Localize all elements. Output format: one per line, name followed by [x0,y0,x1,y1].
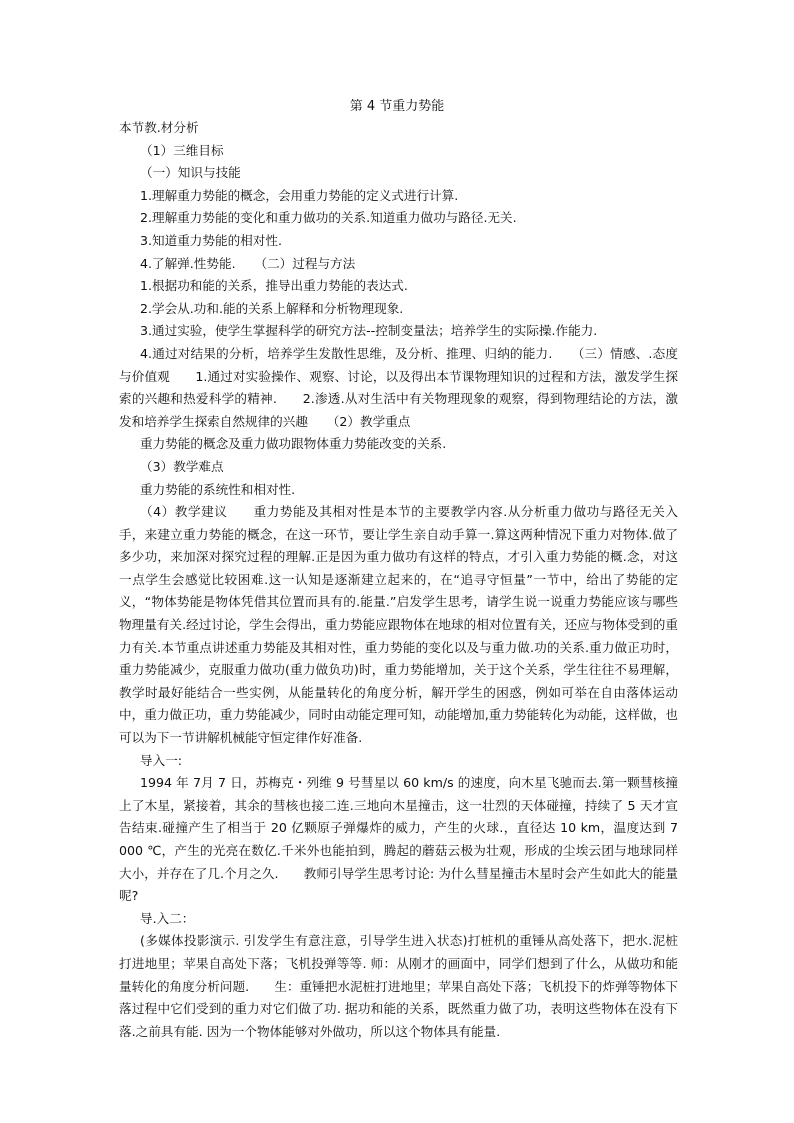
paragraph: （4）教学建议 重力势能及其相对性是本节的主要教学内容.从分析重力做功与路径无关入手，来建立重力势能的概念，在这一环节，要让学生亲自动手算一.算这两种情况下重力对物体.做了多少功，来加深对探究过程的理解.正是因为重力做功有这样的特点，才引入重力势能的概.念，对这一点学生会感觉比较困难.这一认知是逐渐建立起来的，在“追寻守恒量”一节中，给出了势能的定义，“物体势能是物体凭借其位置而具有的.能量.”启发学生思考，请学生说一说重力势能应该与哪些物理量有关.经过讨论，学生会得出，重力势能应跟物体在地球的相对位置有关，还应与物体受到的重力有关.本节重点讲述重力势能及其相对性，重力势能的变化以及与重力做.功的关系.重力做正功时，重力势能减少，克服重力做功(重力做负功)时，重力势能增加，关于这个关系，学生往往不易理解，教学时最好能结合一些实例，从能量转化的角度分析，解开学生的困惑，例如可举在自由落体运动中，重力做正功，重力势能减少，同时由动能定理可知，动能增加,重力势能转化为动能，这样做，也可以为下一节讲解机械能守恒定律作好准备. [119,504,678,746]
paragraph: 2.学会从.功和.能的关系上解释和分析物理现象. [140,300,404,316]
paragraph: 导入一: [140,752,183,768]
paragraph: 本节教.材分析 [119,120,199,135]
paragraph: 1.理解重力势能的概念，会用重力势能的定义式进行计算. [140,187,459,203]
paragraph: 重力势能的概念及重力做功跟物体重力势能改变的关系. [140,436,447,452]
paragraph: 1.根据功和能的关系，推导出重力势能的表达式. [140,278,408,294]
paragraph: 3.通过实验，使学生掌握科学的研究方法--控制变量法；培养学生的实际操.作能力. [140,323,598,339]
paragraph: 4.通过对结果的分析，培养学生发散性思维，及分析、推理、归纳的能力. （三）情感、.态度与价值观 1.通过对实验操作、观察、讨论，以及得出本节课物理知识的过程和方法，激发学生探索的兴趣和热爱科学的精神. 2.渗透.从对生活中有关物理现象的观察，得到物理结论的方法，激发和培养学生探索自然规律的兴趣 （2）教学重点 [119,345,678,429]
paragraph: （1）三维目标 [140,142,224,158]
paragraph: （一）知识与技能 [140,165,241,181]
paragraph: 4.了解弹.性势能. （二）过程与方法 [140,255,356,271]
paragraph: (多媒体投影演示. 引发学生有意注意，引导学生进入状态)打桩机的重锤从高处落下，把水.泥桩打进地里；苹果自高处下落；飞机投弹等等. 师：从刚才的画面中，同学们想到了什么，从做功和能量转化的角度分析问题. 生：重锤把水泥桩打进地里；苹果自高处下落；飞机投下的炸弹等物体下落过程中它们受到的重力对它们做了功. 据功和能的关系，既然重力做了功，表明这些物体在没有下落.之前具有能. 因为一个物体能够对外做功，所以这个物体具有能量. [119,933,678,1039]
paragraph: （3）教学难点 [140,458,224,474]
paragraph: 3.知道重力势能的相对性. [140,232,282,248]
document-body [119,117,678,1043]
paragraph: 重力势能的系统性和相对性. [140,481,296,497]
paragraph: 1994 年 7月 7 日，苏梅克・列维 9 号彗星以 60 km/s 的速度，向木星飞驰而去.第一颗彗核撞上了木星，紧接着，其余的彗核也接二连.三地向木星撞击，这一壮烈的天体碰撞，持续了 5 天才宣告结束.碰撞产生了相当于 20 亿颗原子弹爆炸的威力，产生的火球.，直径达 10 km，温度达到 7 000 ℃，产生的光亮在数亿.千米外也能拍到，腾起的蘑菇云极为壮观，形成的尘埃云团与地球同样大小，并存在了几.个月之久. 教师引导学生思考讨论: 为什么彗星撞击木星时会产生如此大的能量呢? [119,775,678,904]
paragraph: 2.理解重力势能的变化和重力做功的关系.知道重力做功与路径.无关. [140,210,517,226]
document-title: 第 4 节重力势能 [349,99,445,114]
paragraph: 导.入二： [140,910,195,926]
